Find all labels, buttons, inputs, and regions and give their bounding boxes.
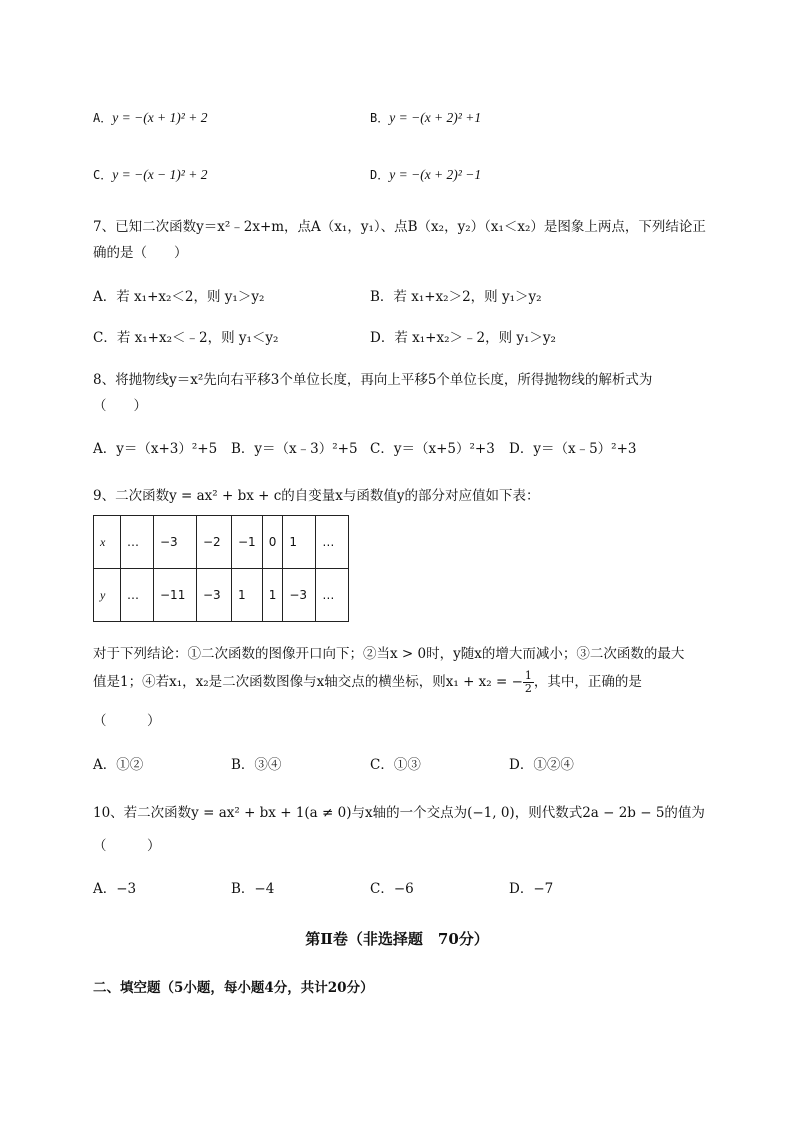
q7-option-a: A．若 x₁+x₂＜2，则 y₁＞y₂ <box>93 289 265 305</box>
q9-answer-paren: （ ） <box>93 713 161 729</box>
q9-conclusions-line2 <box>93 670 642 695</box>
table-cell: 1 <box>283 516 316 569</box>
option-label: D． <box>370 168 390 182</box>
table-cell: … <box>121 516 154 569</box>
table-row-x <box>94 516 349 569</box>
q8-stem-line1: 8、将抛物线y＝x²先向右平移3个单位长度，再向上平移5个单位长度，所得抛物线的解析式为 <box>93 372 653 388</box>
q8-option-a: A．y＝（x+3）²+5 <box>93 441 218 457</box>
q10-option-a: A．−3 <box>93 881 137 897</box>
table-cell: y <box>94 569 121 622</box>
section-title: 第Ⅱ卷（非选择题 70分） <box>305 930 489 948</box>
q10-option-d: D．−7 <box>509 881 554 897</box>
fraction-numerator: 1 <box>524 669 532 682</box>
q7-option-d: D．若 x₁+x₂＞﹣2，则 y₁＞y₂ <box>370 330 556 346</box>
q7-option-b: B．若 x₁+x₂＞2，则 y₁＞y₂ <box>370 289 542 305</box>
q9-option-c: C．①③ <box>370 757 421 773</box>
option-label: B． <box>370 111 390 125</box>
q10-answer-paren: （ ） <box>93 838 161 854</box>
q9-option-a: A．①② <box>93 757 144 773</box>
q9-option-b: B．③④ <box>231 757 282 773</box>
q6-option-c <box>93 166 207 183</box>
table-cell: … <box>121 569 154 622</box>
option-label: A． <box>93 111 113 125</box>
q9-option-d: D．①②④ <box>509 757 574 773</box>
q8-option-d: D．y＝（x﹣5）²+3 <box>509 441 637 457</box>
table-cell: x <box>94 516 121 569</box>
q6-option-b <box>370 109 481 126</box>
table-cell: −11 <box>154 569 197 622</box>
table-cell: −3 <box>283 569 316 622</box>
table-cell: −2 <box>197 516 232 569</box>
q8-option-c: C．y＝（x+5）²+3 <box>370 441 495 457</box>
fill-in-heading: 二、填空题（5小题，每小题4分，共计20分） <box>93 980 374 996</box>
q9-conclusions-text: 值是1；④若x₁，x₂是二次函数图像与x轴交点的横坐标，则x₁ + x₂ = − <box>93 674 523 690</box>
table-cell: 0 <box>262 516 283 569</box>
q6-option-a <box>93 109 207 126</box>
table-cell: … <box>316 516 349 569</box>
q8-stem-line2: （ ） <box>93 398 147 414</box>
q9-value-table <box>93 515 349 622</box>
fraction <box>523 670 534 695</box>
q7-stem-line2: 确的是（ ） <box>93 245 188 261</box>
option-expression: y = −(x − 1)² + 2 <box>112 167 208 182</box>
table-cell: … <box>316 569 349 622</box>
table-cell: −3 <box>154 516 197 569</box>
q9-stem: 9、二次函数y = ax² + bx + c的自变量x与函数值y的部分对应值如下表： <box>93 488 540 504</box>
q10-option-c: C．−6 <box>370 881 414 897</box>
table-cell: −3 <box>197 569 232 622</box>
q9-conclusions-tail: ，其中，正确的是 <box>533 674 642 690</box>
option-expression: y = −(x + 1)² + 2 <box>112 110 208 125</box>
fraction-denominator: 2 <box>524 682 532 695</box>
q7-option-c: C．若 x₁+x₂＜﹣2，则 y₁＜y₂ <box>93 330 279 346</box>
q8-option-b: B．y＝（x﹣3）²+5 <box>231 441 358 457</box>
table-cell: 1 <box>262 569 283 622</box>
q6-option-d <box>370 166 481 183</box>
q10-option-b: B．−4 <box>231 881 275 897</box>
q7-stem-line1: 7、已知二次函数y＝x²﹣2x+m，点A（x₁，y₁）、点B（x₂，y₂）（x₁＜x₂）是图象上两点，下列结论正 <box>93 219 706 235</box>
q10-stem: 10、若二次函数y = ax² + bx + 1(a ≠ 0)与x轴的一个交点为(−1, 0)，则代数式2a − 2b − 5的值为 <box>93 805 705 821</box>
table-cell: −1 <box>232 516 263 569</box>
option-label: C． <box>93 168 113 182</box>
option-expression: y = −(x + 2)² +1 <box>389 110 482 125</box>
option-expression: y = −(x + 2)² −1 <box>389 167 482 182</box>
q9-conclusions-line1: 对于下列结论：①二次函数的图像开口向下；②当x > 0时，y随x的增大而减小；③二次函数的最大 <box>93 646 685 662</box>
table-row-y <box>94 569 349 622</box>
table-cell: 1 <box>232 569 263 622</box>
